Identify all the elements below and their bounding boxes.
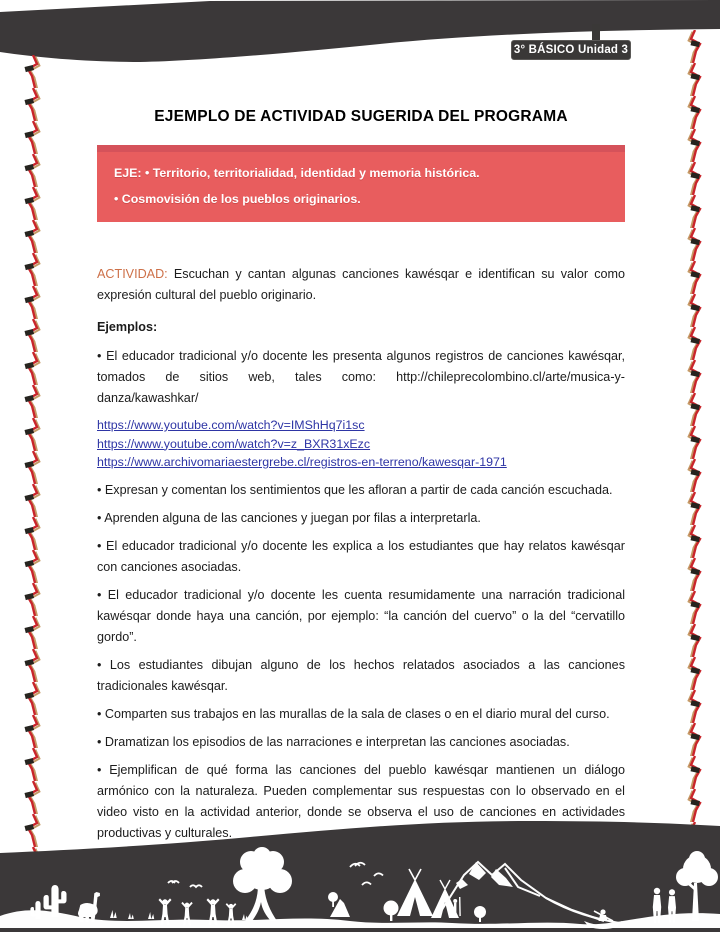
bullet-item: • Expresan y comentan los sentimientos que les afloran a partir de cada canción escuchada. <box>97 482 613 497</box>
eje-banner <box>97 145 625 222</box>
left-border-ornament <box>20 55 48 855</box>
activity-text: Escuchan y cantan algunas canciones kawésqar e identifican su valor como expresión cultural del pueblo originario. <box>97 267 625 302</box>
links-block <box>97 416 625 472</box>
youtube-link-2[interactable]: https://www.youtube.com/watch?v=z_BXR31xEzc <box>97 436 371 451</box>
bullet-item-intro: • El educador tradicional y/o docente les presenta algunos registros de canciones kawésqar, tomados de sitios web, tales como: http://chileprecolombino.cl/arte/musica-y-danza/kawashkar/ <box>97 349 625 405</box>
archive-link[interactable]: https://www.archivomariaestergrebe.cl/registros-en-terreno/kawesqar-1971 <box>97 455 507 469</box>
activity-label: ACTIVIDAD: <box>97 267 168 281</box>
eje-line-2: • Cosmovisión de los pueblos originarios. <box>114 192 361 206</box>
unit-badge-label: 3° BÁSICO Unidad 3 <box>513 44 629 56</box>
bullet-item: • Comparten sus trabajos en las murallas de la sala de clases o en el diario mural del curso. <box>97 706 610 721</box>
bullet-item: • Ejemplifican de qué forma las canciones del pueblo kawésqar mantienen un diálogo armónico con la naturaleza. Pueden complementar sus respuestas con lo observado en el video visto en la actividad anterior, donde se observa el uso de canciones en actividades productivas y culturales. <box>97 762 625 840</box>
main-content <box>97 98 625 900</box>
bullet-item: • Aprenden alguna de las canciones y juegan por filas a interpretarla. <box>97 510 481 525</box>
bullet-item: • El educador tradicional y/o docente les cuenta resumidamente una narración tradicional kawésqar donde haya una canción, por ejemplo: “la canción del cuervo” o la del “cervatillo gordo”. <box>97 587 625 644</box>
right-border-ornament <box>680 30 708 852</box>
bullet-item: • El educador tradicional y/o docente les explica a los estudiantes que hay relatos kawésqar con canciones asociadas. <box>97 538 625 574</box>
eje-line-1: EJE: • Territorio, territorialidad, identidad y memoria histórica. <box>114 166 480 180</box>
page-title: EJEMPLO DE ACTIVIDAD SUGERIDA DEL PROGRAMA <box>154 108 568 125</box>
bullet-item: • Los estudiantes dibujan alguno de los hechos relatados asociados a las canciones tradicionales kawésqar. <box>97 657 625 693</box>
youtube-link-1[interactable]: https://www.youtube.com/watch?v=IMShHq7i1sc <box>97 418 365 432</box>
unit-badge <box>511 40 631 60</box>
footer-silhouette-artwork <box>0 817 720 932</box>
activity-paragraph <box>97 264 625 306</box>
bullet-item: • Dramatizan los episodios de las narraciones e interpretan las canciones asociadas. <box>97 734 570 749</box>
examples-heading: Ejemplos: <box>97 320 158 334</box>
